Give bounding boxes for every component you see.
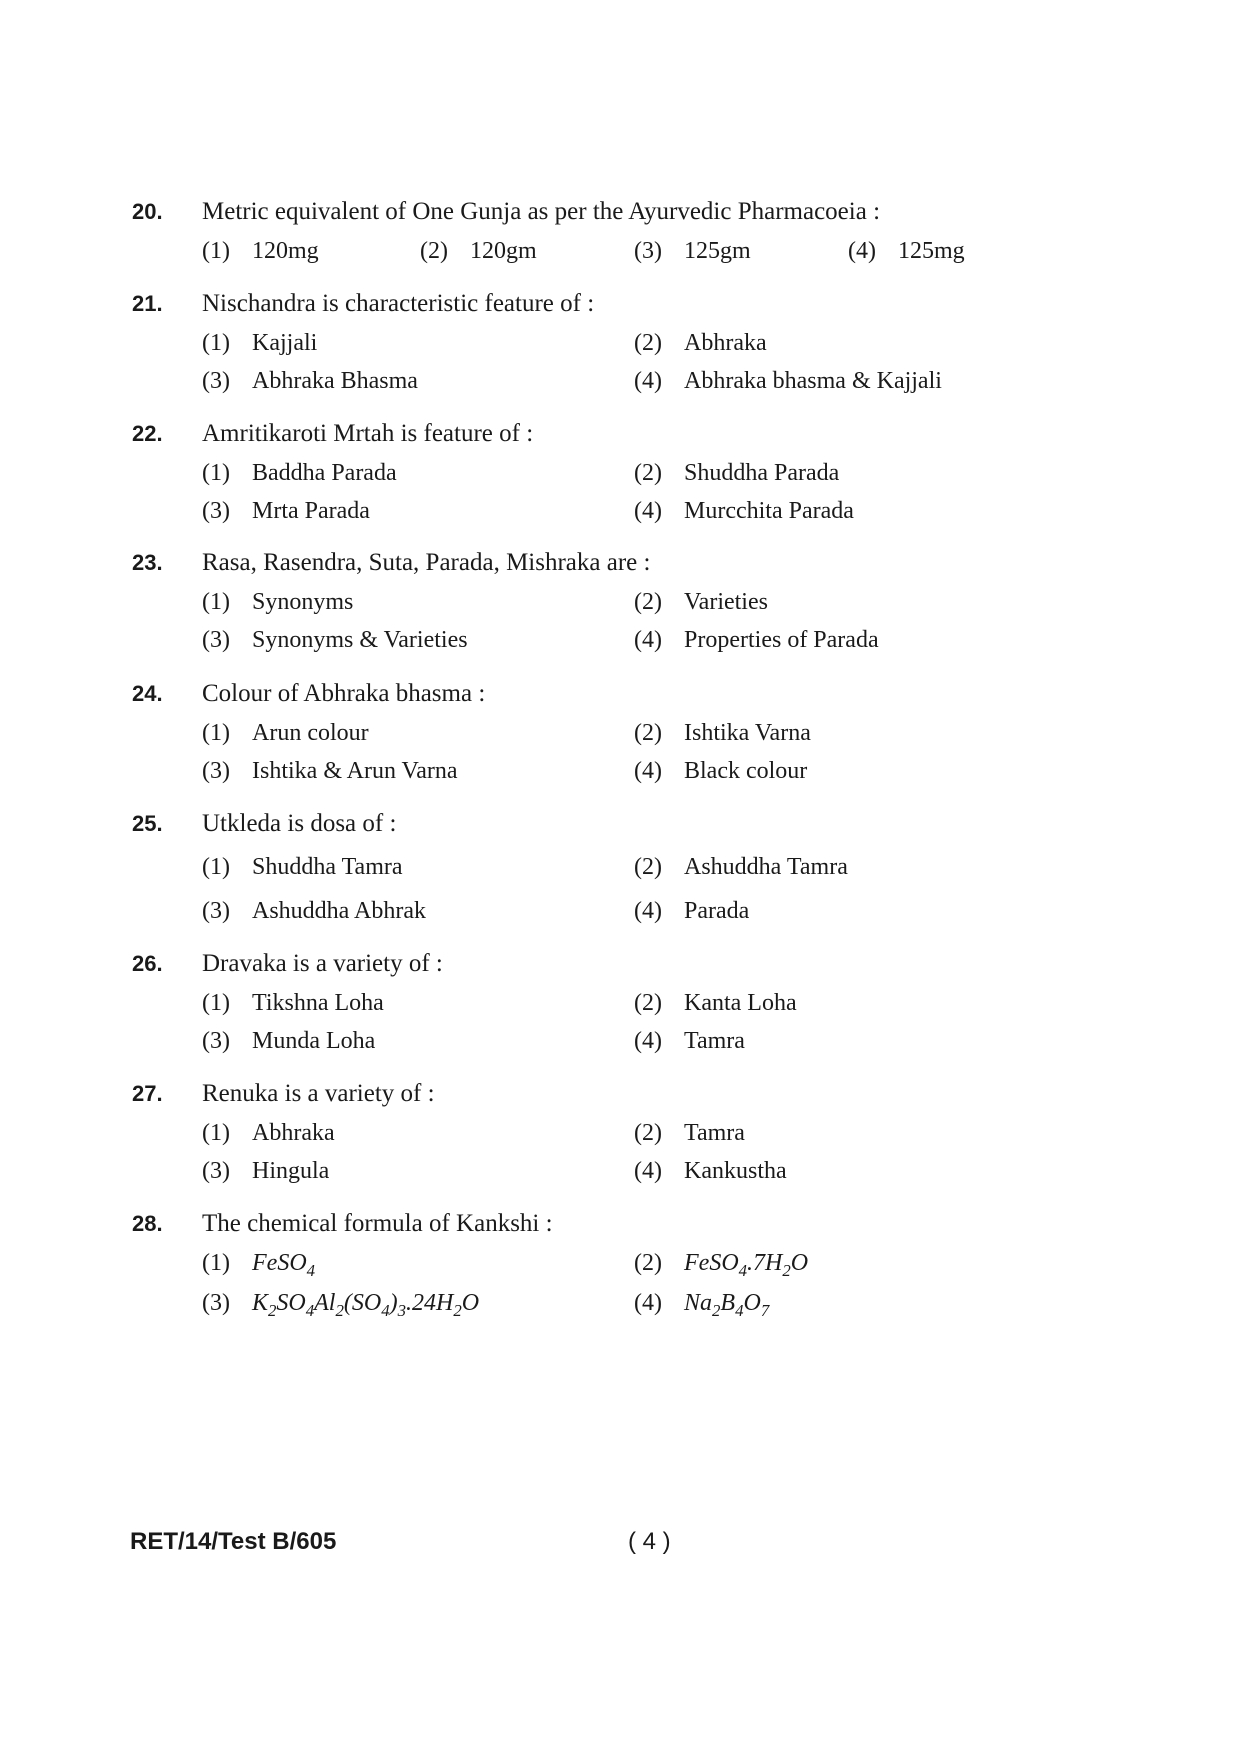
option-3: (3) Ishtika & Arun Varna — [202, 758, 458, 784]
question-text: The chemical formula of Kankshi : — [202, 1210, 553, 1237]
option-2: (2) Varieties — [634, 589, 768, 615]
option-1: (1) Shuddha Tamra — [202, 854, 403, 880]
question-number: 25. — [132, 811, 163, 836]
question-26 — [132, 948, 1092, 1068]
question-text: Utkleda is dosa of : — [202, 810, 397, 837]
question-number: 26. — [132, 951, 163, 976]
option-2: (2) Shuddha Parada — [634, 460, 840, 486]
question-23 — [132, 547, 1092, 667]
paper-code: RET/14/Test B/605 — [130, 1528, 337, 1555]
question-27 — [132, 1078, 1092, 1198]
option-1: (1) Baddha Parada — [202, 460, 397, 486]
question-number: 24. — [132, 681, 163, 706]
option-2: (2) Ishtika Varna — [634, 720, 811, 746]
option-4: (4) Black colour — [634, 758, 808, 784]
option-4: (4) 125mg — [848, 238, 965, 264]
option-2: (2) $FeSO_4.7H_2O$ — [634, 1250, 809, 1280]
option-3: (3) Ashuddha Abhrak — [202, 898, 426, 924]
option-2: (2) Abhraka — [634, 330, 767, 356]
question-21 — [132, 288, 1092, 408]
option-3: (3) 125gm — [634, 238, 751, 264]
option-2: (2) Ashuddha Tamra — [634, 854, 848, 880]
formula-3: $K_2SO_4Al_2(SO_4)_3.24H_2O$ — [252, 1290, 480, 1320]
option-1: (1) 120mg — [202, 238, 319, 264]
option-2: (2) Tamra — [634, 1120, 745, 1146]
option-1: (1) Arun colour — [202, 720, 369, 746]
question-number: 20. — [132, 199, 163, 224]
option-3: (3) Abhraka Bhasma — [202, 368, 418, 394]
formula-2: $FeSO_4.7H_2O$ — [684, 1250, 809, 1280]
option-1: (1) Tikshna Loha — [202, 990, 384, 1016]
option-4: (4) Kankustha — [634, 1158, 787, 1184]
question-25 — [132, 808, 1092, 938]
question-text: Rasa, Rasendra, Suta, Parada, Mishraka are : — [202, 549, 651, 576]
option-4: (4) $Na_2B_4O_7$ — [634, 1290, 770, 1320]
question-28 — [132, 1208, 1092, 1332]
option-1: (1) Synonyms — [202, 589, 354, 615]
question-number: 21. — [132, 291, 163, 316]
option-3: (3) Hingula — [202, 1158, 330, 1184]
question-number: 28. — [132, 1211, 163, 1236]
question-text: Dravaka is a variety of : — [202, 950, 443, 977]
question-text: Amritikaroti Mrtah is feature of : — [202, 420, 534, 447]
option-1: (1) Kajjali — [202, 330, 318, 356]
option-3: (3) Munda Loha — [202, 1028, 376, 1054]
option-3: (3) $K_2SO_4Al_2(SO_4)_3.24H_2O$ — [202, 1290, 480, 1320]
option-3: (3) Synonyms & Varieties — [202, 627, 468, 653]
option-4: (4) Abhraka bhasma & Kajjali — [634, 368, 942, 394]
question-text: Colour of Abhraka bhasma : — [202, 680, 486, 707]
option-4: (4) Murcchita Parada — [634, 498, 854, 524]
question-20 — [132, 196, 1092, 272]
option-2: (2) 120gm — [420, 238, 537, 264]
option-3: (3) Mrta Parada — [202, 498, 370, 524]
option-4: (4) Properties of Parada — [634, 627, 879, 653]
option-2: (2) Kanta Loha — [634, 990, 797, 1016]
formula-1: FeSO$_4$ — [252, 1250, 316, 1280]
option-1: (1) Abhraka — [202, 1120, 335, 1146]
question-number: 22. — [132, 421, 163, 446]
question-text: Nischandra is characteristic feature of : — [202, 290, 595, 317]
question-text: Metric equivalent of One Gunja as per the Ayurvedic Pharmacoeia : — [202, 198, 881, 225]
page-number: ( 4 ) — [628, 1528, 671, 1555]
question-number: 23. — [132, 550, 163, 575]
question-22 — [132, 418, 1092, 538]
option-4: (4) Parada — [634, 898, 750, 924]
question-text: Renuka is a variety of : — [202, 1080, 435, 1107]
question-24 — [132, 678, 1092, 798]
question-number: 27. — [132, 1081, 163, 1106]
formula-4: $Na_2B_4O_7$ — [684, 1290, 770, 1320]
option-1: (1) FeSO$_4$ — [202, 1250, 316, 1280]
option-4: (4) Tamra — [634, 1028, 745, 1054]
